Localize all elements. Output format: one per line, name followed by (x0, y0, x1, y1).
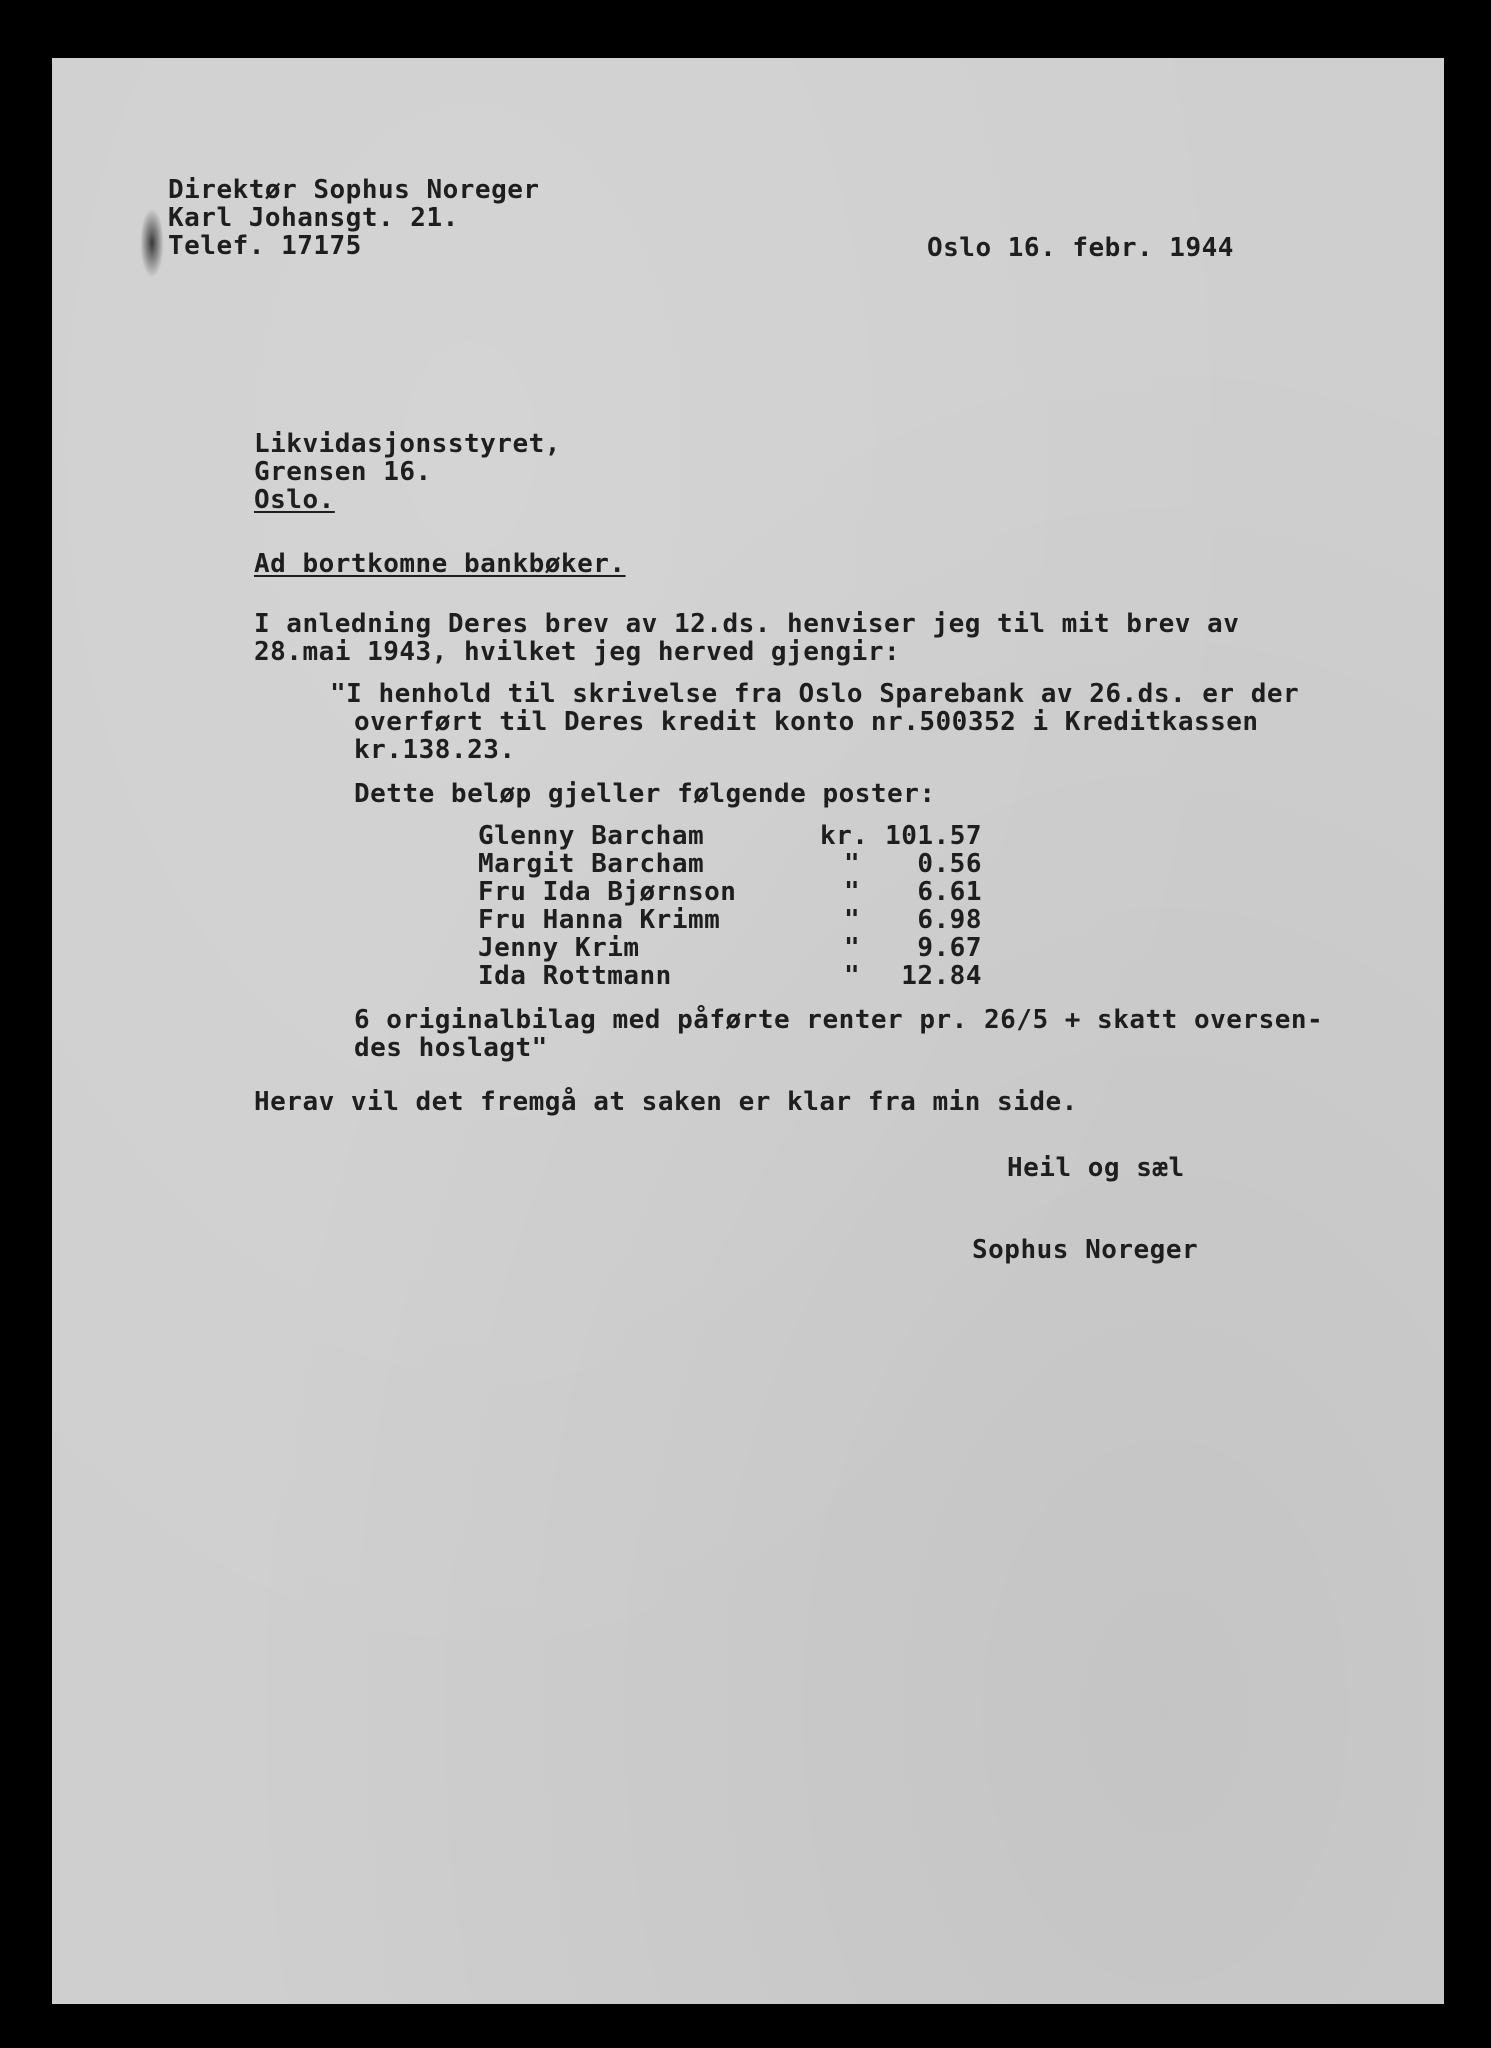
list-item-amount: 9.67 (917, 933, 982, 963)
quote-line-3: kr.138.23. (354, 735, 516, 765)
recipient-line-2: Grensen 16. (254, 457, 432, 487)
list-item-unit: " (844, 933, 861, 963)
list-item-amount: 6.98 (917, 905, 982, 935)
list-item-name: Fru Ida Bjørnson (478, 877, 737, 907)
sender-address: Karl Johansgt. 21. (168, 203, 459, 233)
attachments-line-2: des hoslagt" (354, 1033, 548, 1063)
closing-greeting: Heil og sæl (1007, 1153, 1185, 1183)
quote-line-1: "I henhold til skrivelse fra Oslo Sparebank av 26.ds. er der (330, 679, 1300, 709)
list-item-name: Margit Barcham (478, 849, 705, 879)
list-item-unit: " (844, 905, 861, 935)
ink-stain (140, 208, 164, 278)
items-intro: Dette beløp gjeller følgende poster: (354, 779, 936, 809)
quote-line-2: overført til Deres kredit konto nr.500352 i Kreditkassen (354, 707, 1259, 737)
letter-date: Oslo 16. febr. 1944 (927, 233, 1234, 263)
subject-line: Ad bortkomne bankbøker. (254, 549, 626, 579)
sender-phone: Telef. 17175 (168, 231, 362, 261)
list-item-amount: 12.84 (901, 961, 982, 991)
list-item-unit: kr. (820, 821, 869, 851)
list-item-name: Ida Rottmann (478, 961, 672, 991)
conclusion-line: Herav vil det fremgå at saken er klar fra min side. (254, 1087, 1078, 1117)
paper-sheet (52, 58, 1444, 2004)
intro-line-1: I anledning Deres brev av 12.ds. henviser jeg til mit brev av (254, 609, 1240, 639)
recipient-city: Oslo. (254, 485, 335, 515)
list-item-name: Glenny Barcham (478, 821, 705, 851)
attachments-line-1: 6 originalbilag med påførte renter pr. 26/5 + skatt oversen- (354, 1005, 1324, 1035)
recipient-line-1: Likvidasjonsstyret, (254, 429, 561, 459)
list-item-name: Jenny Krim (478, 933, 640, 963)
sender-name: Direktør Sophus Noreger (168, 175, 540, 205)
list-item-name: Fru Hanna Krimm (478, 905, 721, 935)
list-item-unit: " (844, 877, 861, 907)
list-item-unit: " (844, 849, 861, 879)
list-item-unit: " (844, 961, 861, 991)
signature-name: Sophus Noreger (972, 1235, 1199, 1265)
list-item-amount: 0.56 (917, 849, 982, 879)
intro-line-2: 28.mai 1943, hvilket jeg herved gjengir: (254, 637, 901, 667)
list-item-amount: 101.57 (885, 821, 982, 851)
list-item-amount: 6.61 (917, 877, 982, 907)
